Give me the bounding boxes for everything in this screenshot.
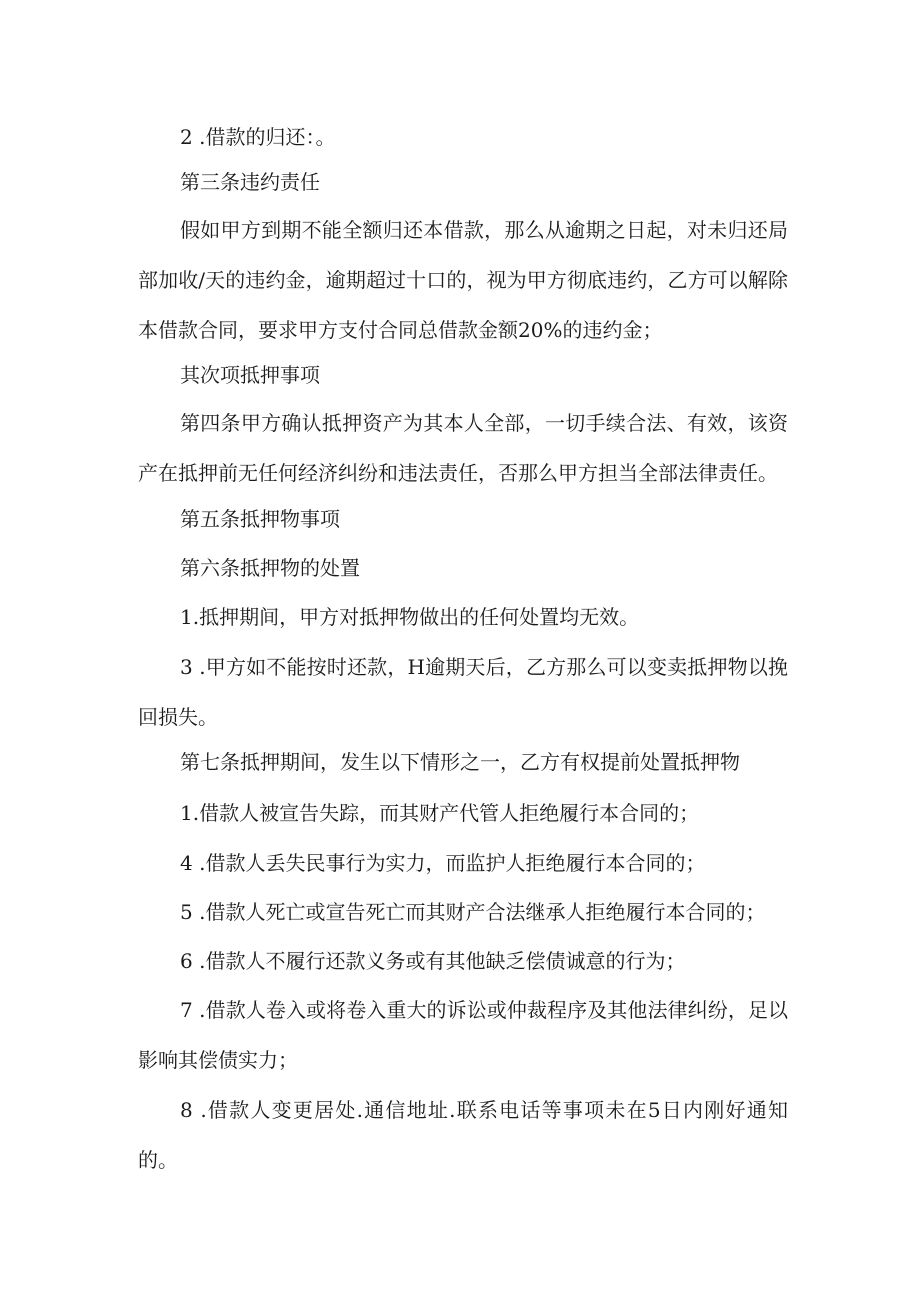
list-item-8: 8 .借款人变更居处.通信地址.联系电话等事项未在5日内刚好通知的。 (138, 1098, 788, 1172)
heading-article-6: 第六条抵押物的处置 (180, 556, 360, 580)
heading-article-5: 第五条抵押物事项 (180, 507, 340, 531)
list-item-3: 3 .甲方如不能按时还款，H逾期天后，乙方那么可以变卖抵押物以挽回损失。 (138, 655, 788, 729)
list-item-4: 4 .借款人丢失民事行为实力，而监护人拒绝履行本合同的； (180, 851, 706, 875)
list-item-7: 7 .借款人卷入或将卷入重大的诉讼或仲裁程序及其他法律纠纷，足以影响其偿债实力； (138, 998, 788, 1072)
list-item-1: 1.抵押期间，甲方对抵押物做出的任何处置均无效。 (180, 605, 640, 629)
heading-article-7: 第七条抵押期间，发生以下情形之一，乙方有权提前处置抵押物 (180, 750, 740, 774)
list-item-5: 5 .借款人死亡或宣告死亡而其财产合法继承人拒绝履行本合同的； (180, 900, 766, 924)
heading-collateral-matters: 其次项抵押事项 (180, 363, 320, 387)
heading-article-3: 第三条违约责任 (180, 170, 320, 194)
paragraph-breach-liability: 假如甲方到期不能全额归还本借款，那么从逾期之日起，对未归还局部加收/天的违约金，逾期超过十口的，视为甲方彻底违约，乙方可以解除本借款合同，要求甲方支付合同总借款金额20%的违约金； (138, 218, 788, 342)
list-item-1b: 1.借款人被宣告失踪，而其财产代管人拒绝履行本合同的； (180, 801, 700, 825)
list-item-6: 6 .借款人不履行还款义务或有其他缺乏偿债诚意的行为； (180, 949, 686, 973)
paragraph-repayment: 2 .借款的归还：。 (180, 125, 336, 149)
paragraph-article-4: 第四条甲方确认抵押资产为其本人全部，一切手续合法、有效，该资产在抵押前无任何经济纠纷和违法责任，否那么甲方担当全部法律责任。 (138, 411, 788, 485)
